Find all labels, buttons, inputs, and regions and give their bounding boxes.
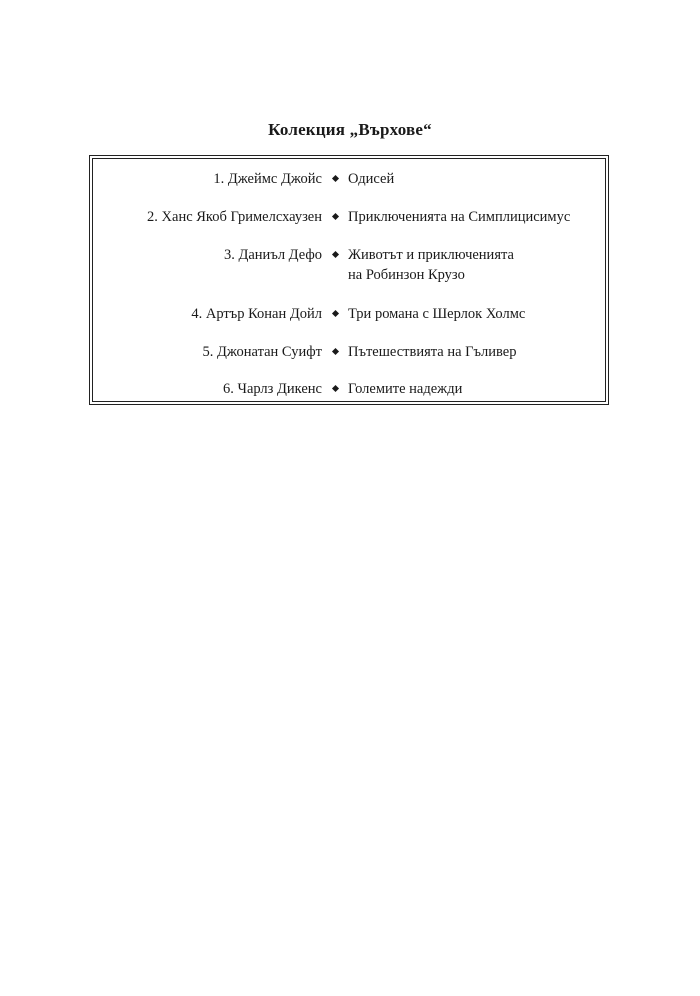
author-name: 5. Джонатан Суифт — [202, 344, 322, 360]
author-name: 6. Чарлз Дикенс — [223, 381, 322, 397]
author-name: 2. Ханс Якоб Гримелсхаузен — [147, 209, 322, 225]
diamond-bullet-icon — [332, 348, 339, 355]
book-title: Животът и приключенията на Робинзон Крузо — [348, 247, 514, 283]
book-title: Приключенията на Симплицисимус — [348, 209, 571, 225]
author-name: 1. Джеймс Джойс — [213, 171, 322, 187]
author-name: 4. Артър Конан Дойл — [191, 306, 322, 322]
collection-list-frame — [89, 155, 609, 405]
page-title: Колекция „Върхове“ — [268, 120, 432, 139]
book-title: Пътешествията на Гъливер — [348, 344, 517, 360]
diamond-bullet-icon — [332, 385, 339, 392]
diamond-bullet-icon — [332, 251, 339, 258]
book-title: Големите надежди — [348, 381, 463, 397]
collection-list — [92, 158, 606, 402]
diamond-bullet-icon — [332, 310, 339, 317]
author-name: 3. Даниъл Дефо — [223, 247, 322, 263]
diamond-bullet-icon — [332, 175, 339, 182]
diamond-bullet-icon — [332, 213, 339, 220]
book-title: Три романа с Шерлок Холмс — [348, 306, 526, 322]
book-title: Одисей — [348, 171, 395, 187]
